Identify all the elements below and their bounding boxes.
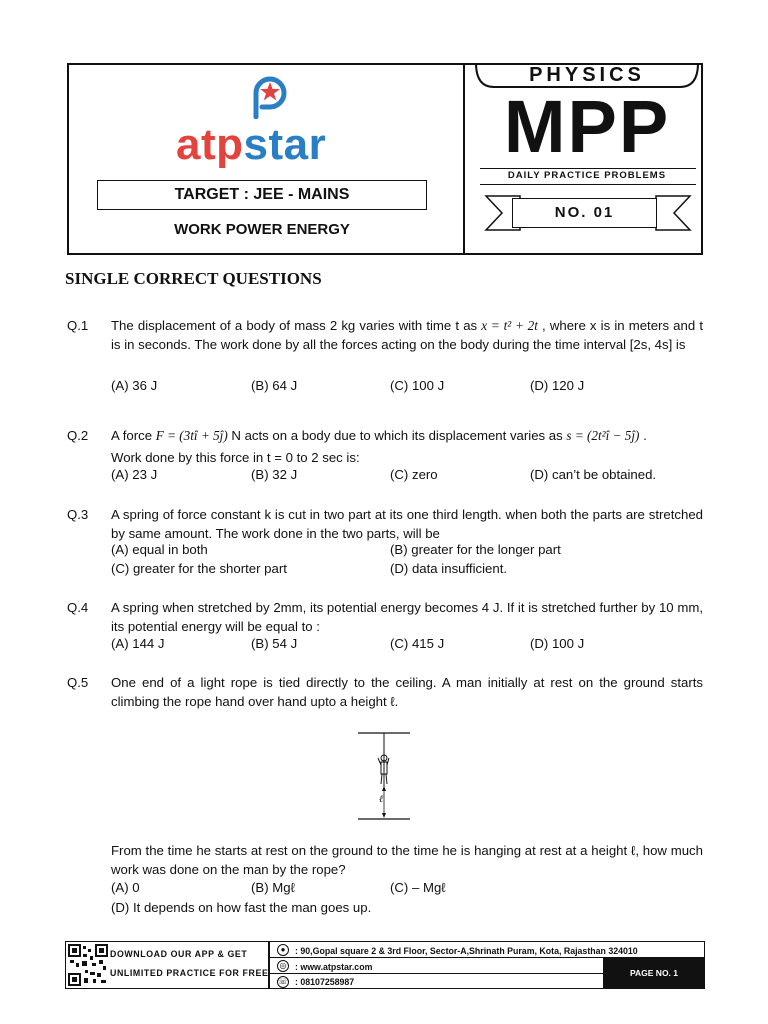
option-a: (A) 23 J [111,467,158,482]
displacement-equation: s = (2t²î − 5ĵ) [566,428,640,443]
option-b: (B) 64 J [251,378,298,393]
question-number: Q.2 [67,428,89,443]
option-c: (C) 100 J [390,378,445,393]
option-d: (D) 100 J [530,636,585,651]
location-icon: ● [277,944,289,956]
option-d: (D) can’t be obtained. [530,467,657,482]
question-text: A spring of force constant k is cut in two part at its one third length. when both the parts are stretched by same amount. The work done in the two parts, will be [111,507,703,541]
option-d: (D) data insufficient. [390,561,508,576]
option-a: (A) 0 [111,880,140,895]
force-equation: F = (3tî + 5ĵ) [155,428,228,443]
equation: x = t² + 2t [481,318,538,333]
question-text-part: N acts on a body due to which its displacement varies as [227,428,567,443]
question-text-part: A force [111,428,156,443]
option-c: (C) – Mgℓ [390,880,446,895]
divider-line [480,184,696,185]
website-text: : www.atpstar.com [295,962,373,972]
page-number: PAGE NO. 1 [603,958,705,989]
option-a: (A) equal in both [111,542,208,557]
option-b: (B) 32 J [251,467,298,482]
question-number: Q.1 [67,318,89,333]
height-label: ℓ [379,794,384,805]
option-b: (B) Mgℓ [251,880,295,895]
question-text: From the time he starts at rest on the ground to the time he is hanging at rest at a height ℓ, how much work was done on the man by the rope? [111,843,703,877]
option-d: (D) It depends on how fast the man goes up. [111,900,372,915]
qr-code-icon [68,944,108,986]
question-text [111,316,703,354]
question-number: Q.5 [67,675,89,690]
question-text-part: , where x is in meters and t is in seconds. The work done by all the forces acting on the body during the time interval [2s, 4s] is [111,318,703,352]
phone-icon: ☏ [278,977,289,986]
question-number: Q.3 [67,507,89,522]
address-text: : 90,Gopal square 2 & 3rd Floor, Sector-A,Shrinath Puram, Kota, Rajasthan 324010 [295,946,638,956]
option-a: (A) 144 J [111,636,165,651]
option-b: (B) greater for the longer part [390,542,561,557]
brand-part-atp: atp [176,120,244,169]
web-icon: ◎ [277,960,289,972]
divider-line [480,168,696,169]
question-text-part: The displacement of a body of mass 2 kg varies with time t as [111,318,482,333]
question-text: A force F = (3tî + 5ĵ) N acts on a body due to which its displacement varies as s = (2t²î − 5ĵ) . [111,428,647,443]
option-c: (C) 415 J [390,636,445,651]
topic-title: WORK POWER ENERGY [174,221,350,238]
rope-climber-figure [356,728,412,824]
download-app-text: DOWNLOAD OUR APP & GET [110,949,248,959]
brand-logo-text [176,120,326,170]
subject-title: PHYSICS [529,64,645,86]
option-a: (A) 36 J [111,378,158,393]
option-d: (D) 120 J [530,378,585,393]
target-label: TARGET : JEE - MAINS [97,180,427,210]
question-number: Q.4 [67,600,89,615]
footer-row-line [268,973,603,974]
section-title: SINGLE CORRECT QUESTIONS [65,269,322,288]
sheet-number: NO. 01 [512,198,657,228]
series-subtitle: DAILY PRACTICE PROBLEMS [507,170,667,181]
option-b: (B) 54 J [251,636,298,651]
brand-part-star: star [243,120,327,169]
free-practice-text: UNLIMITED PRACTICE FOR FREE [110,968,269,978]
question-text: One end of a light rope is tied directly to the ceiling. A man initially at rest on the ground starts climbing the rope hand over hand upto a height ℓ. [111,675,703,709]
option-c: (C) zero [390,467,438,482]
question-text: Work done by this force in t = 0 to 2 sec is: [111,450,360,465]
header-divider [463,63,465,255]
phone-text: : 08107258987 [295,977,355,987]
footer-divider [268,941,270,989]
question-text: A spring when stretched by 2mm, its potential energy becomes 4 J. If it is stretched further by 10 mm, its potential energy will be equal to : [111,600,703,634]
atpstar-logo-icon [248,73,292,119]
option-c: (C) greater for the shorter part [111,561,287,576]
series-title: MPP [503,85,671,168]
